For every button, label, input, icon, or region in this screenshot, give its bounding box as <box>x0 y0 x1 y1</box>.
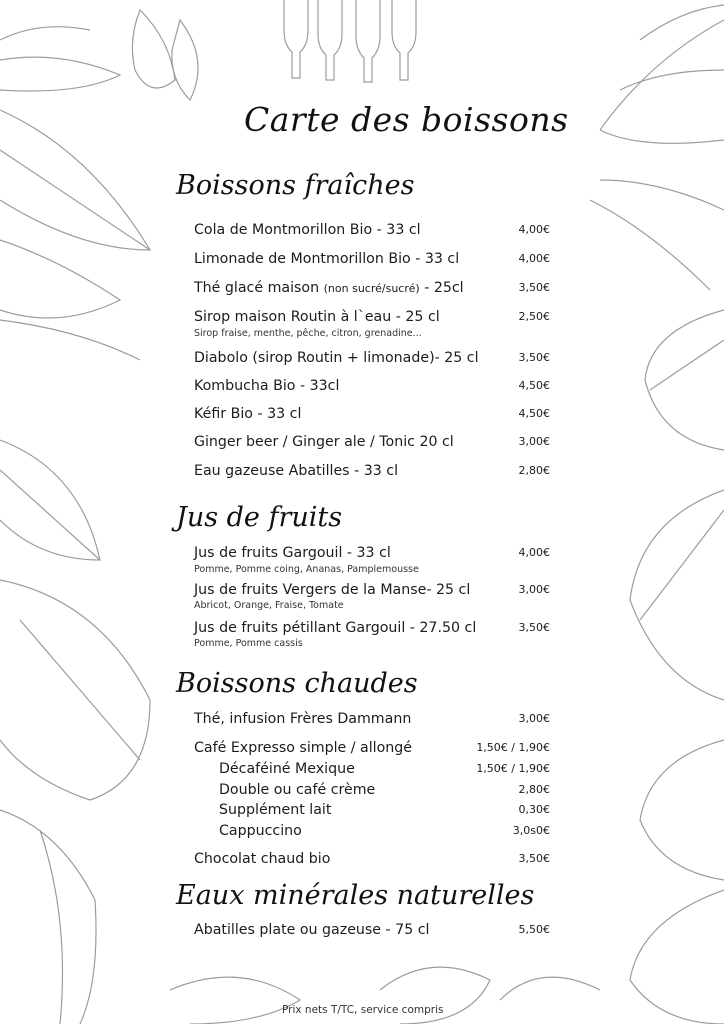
item-name: Eau gazeuse Abatilles - 33 cl <box>194 463 399 479</box>
item-name: Double ou café crème <box>219 782 376 798</box>
menu-item <box>194 711 550 733</box>
bottles-illustration <box>284 0 416 82</box>
menu-item <box>194 463 550 485</box>
menu-item <box>194 434 550 456</box>
menu-item <box>194 222 550 244</box>
item-name: Jus de fruits Gargouil - 33 cl <box>194 545 391 561</box>
section-title-hot-drinks: Boissons chaudes <box>176 668 418 699</box>
menu-item <box>194 251 550 273</box>
section-title-juices: Jus de fruits <box>176 502 343 533</box>
item-name: Sirop maison Routin à l`eau - 25 cl <box>194 309 440 325</box>
menu-item <box>194 740 550 762</box>
section-title-cold-drinks: Boissons fraîches <box>176 170 415 201</box>
item-name: Abatilles plate ou gazeuse - 75 cl <box>194 922 430 938</box>
menu-item <box>194 350 550 372</box>
item-price: 4,50€ <box>518 407 550 420</box>
footer-note: Prix nets T/TC, service compris <box>282 1004 444 1016</box>
menu-item <box>194 922 550 944</box>
item-detail: Sirop fraise, menthe, pêche, citron, grenadine... <box>194 328 422 339</box>
item-price: 2,80€ <box>518 783 550 796</box>
item-name: Jus de fruits Vergers de la Manse- 25 cl <box>194 582 471 598</box>
item-price: 4,00€ <box>518 546 550 559</box>
item-name: Ginger beer / Ginger ale / Tonic 20 cl <box>194 434 454 450</box>
item-price: 3,50€ <box>518 351 550 364</box>
item-size: - 25cl <box>424 280 464 296</box>
item-name: Limonade de Montmorillon Bio - 33 cl <box>194 251 460 267</box>
item-price: 4,00€ <box>518 252 550 265</box>
item-name: Thé glacé maison (non sucré/sucré) - 25cl <box>194 280 464 296</box>
item-name: Chocolat chaud bio <box>194 851 331 867</box>
item-price: 0,30€ <box>518 803 550 816</box>
menu-item <box>194 782 550 804</box>
menu-item <box>194 378 550 400</box>
item-price: 2,80€ <box>518 464 550 477</box>
item-price: 5,50€ <box>518 923 550 936</box>
item-price: 3,00€ <box>518 712 550 725</box>
item-detail: Abricot, Orange, Fraise, Tomate <box>194 600 344 611</box>
item-name: Kéfir Bio - 33 cl <box>194 406 302 422</box>
menu-item <box>194 406 550 428</box>
menu-title: Carte des boissons <box>244 100 569 139</box>
menu-item <box>194 851 550 873</box>
item-name: Cappuccino <box>219 823 302 839</box>
section-title-mineral-waters: Eaux minérales naturelles <box>176 880 535 911</box>
item-detail: Pomme, Pomme cassis <box>194 638 303 649</box>
item-price: 3,50€ <box>518 852 550 865</box>
item-price: 3,0s0€ <box>512 824 550 837</box>
item-price: 3,00€ <box>518 435 550 448</box>
menu-item <box>194 761 550 783</box>
item-price: 4,50€ <box>518 379 550 392</box>
item-name: Diabolo (sirop Routin + limonade)- 25 cl <box>194 350 479 366</box>
item-name: Thé, infusion Frères Dammann <box>194 711 412 727</box>
menu-item <box>194 280 550 302</box>
item-name: Café Expresso simple / allongé <box>194 740 413 756</box>
item-name: Décaféiné Mexique <box>219 761 355 777</box>
item-name: Supplément lait <box>219 802 332 818</box>
item-name: Cola de Montmorillon Bio - 33 cl <box>194 222 421 238</box>
item-name: Jus de fruits pétillant Gargouil - 27.50 cl <box>194 620 477 636</box>
item-price: 3,50€ <box>518 621 550 634</box>
item-price: 1,50€ / 1,90€ <box>476 741 550 754</box>
item-detail: Pomme, Pomme coing, Ananas, Pamplemousse <box>194 564 419 575</box>
item-price: 2,50€ <box>518 310 550 323</box>
item-price: 1,50€ / 1,90€ <box>476 762 550 775</box>
item-name: Kombucha Bio - 33cl <box>194 378 340 394</box>
menu-item <box>194 802 550 824</box>
menu-item <box>194 823 550 845</box>
item-price: 4,00€ <box>518 223 550 236</box>
item-price: 3,00€ <box>518 583 550 596</box>
item-price: 3,50€ <box>518 281 550 294</box>
item-note: (non sucré/sucré) <box>323 282 420 295</box>
